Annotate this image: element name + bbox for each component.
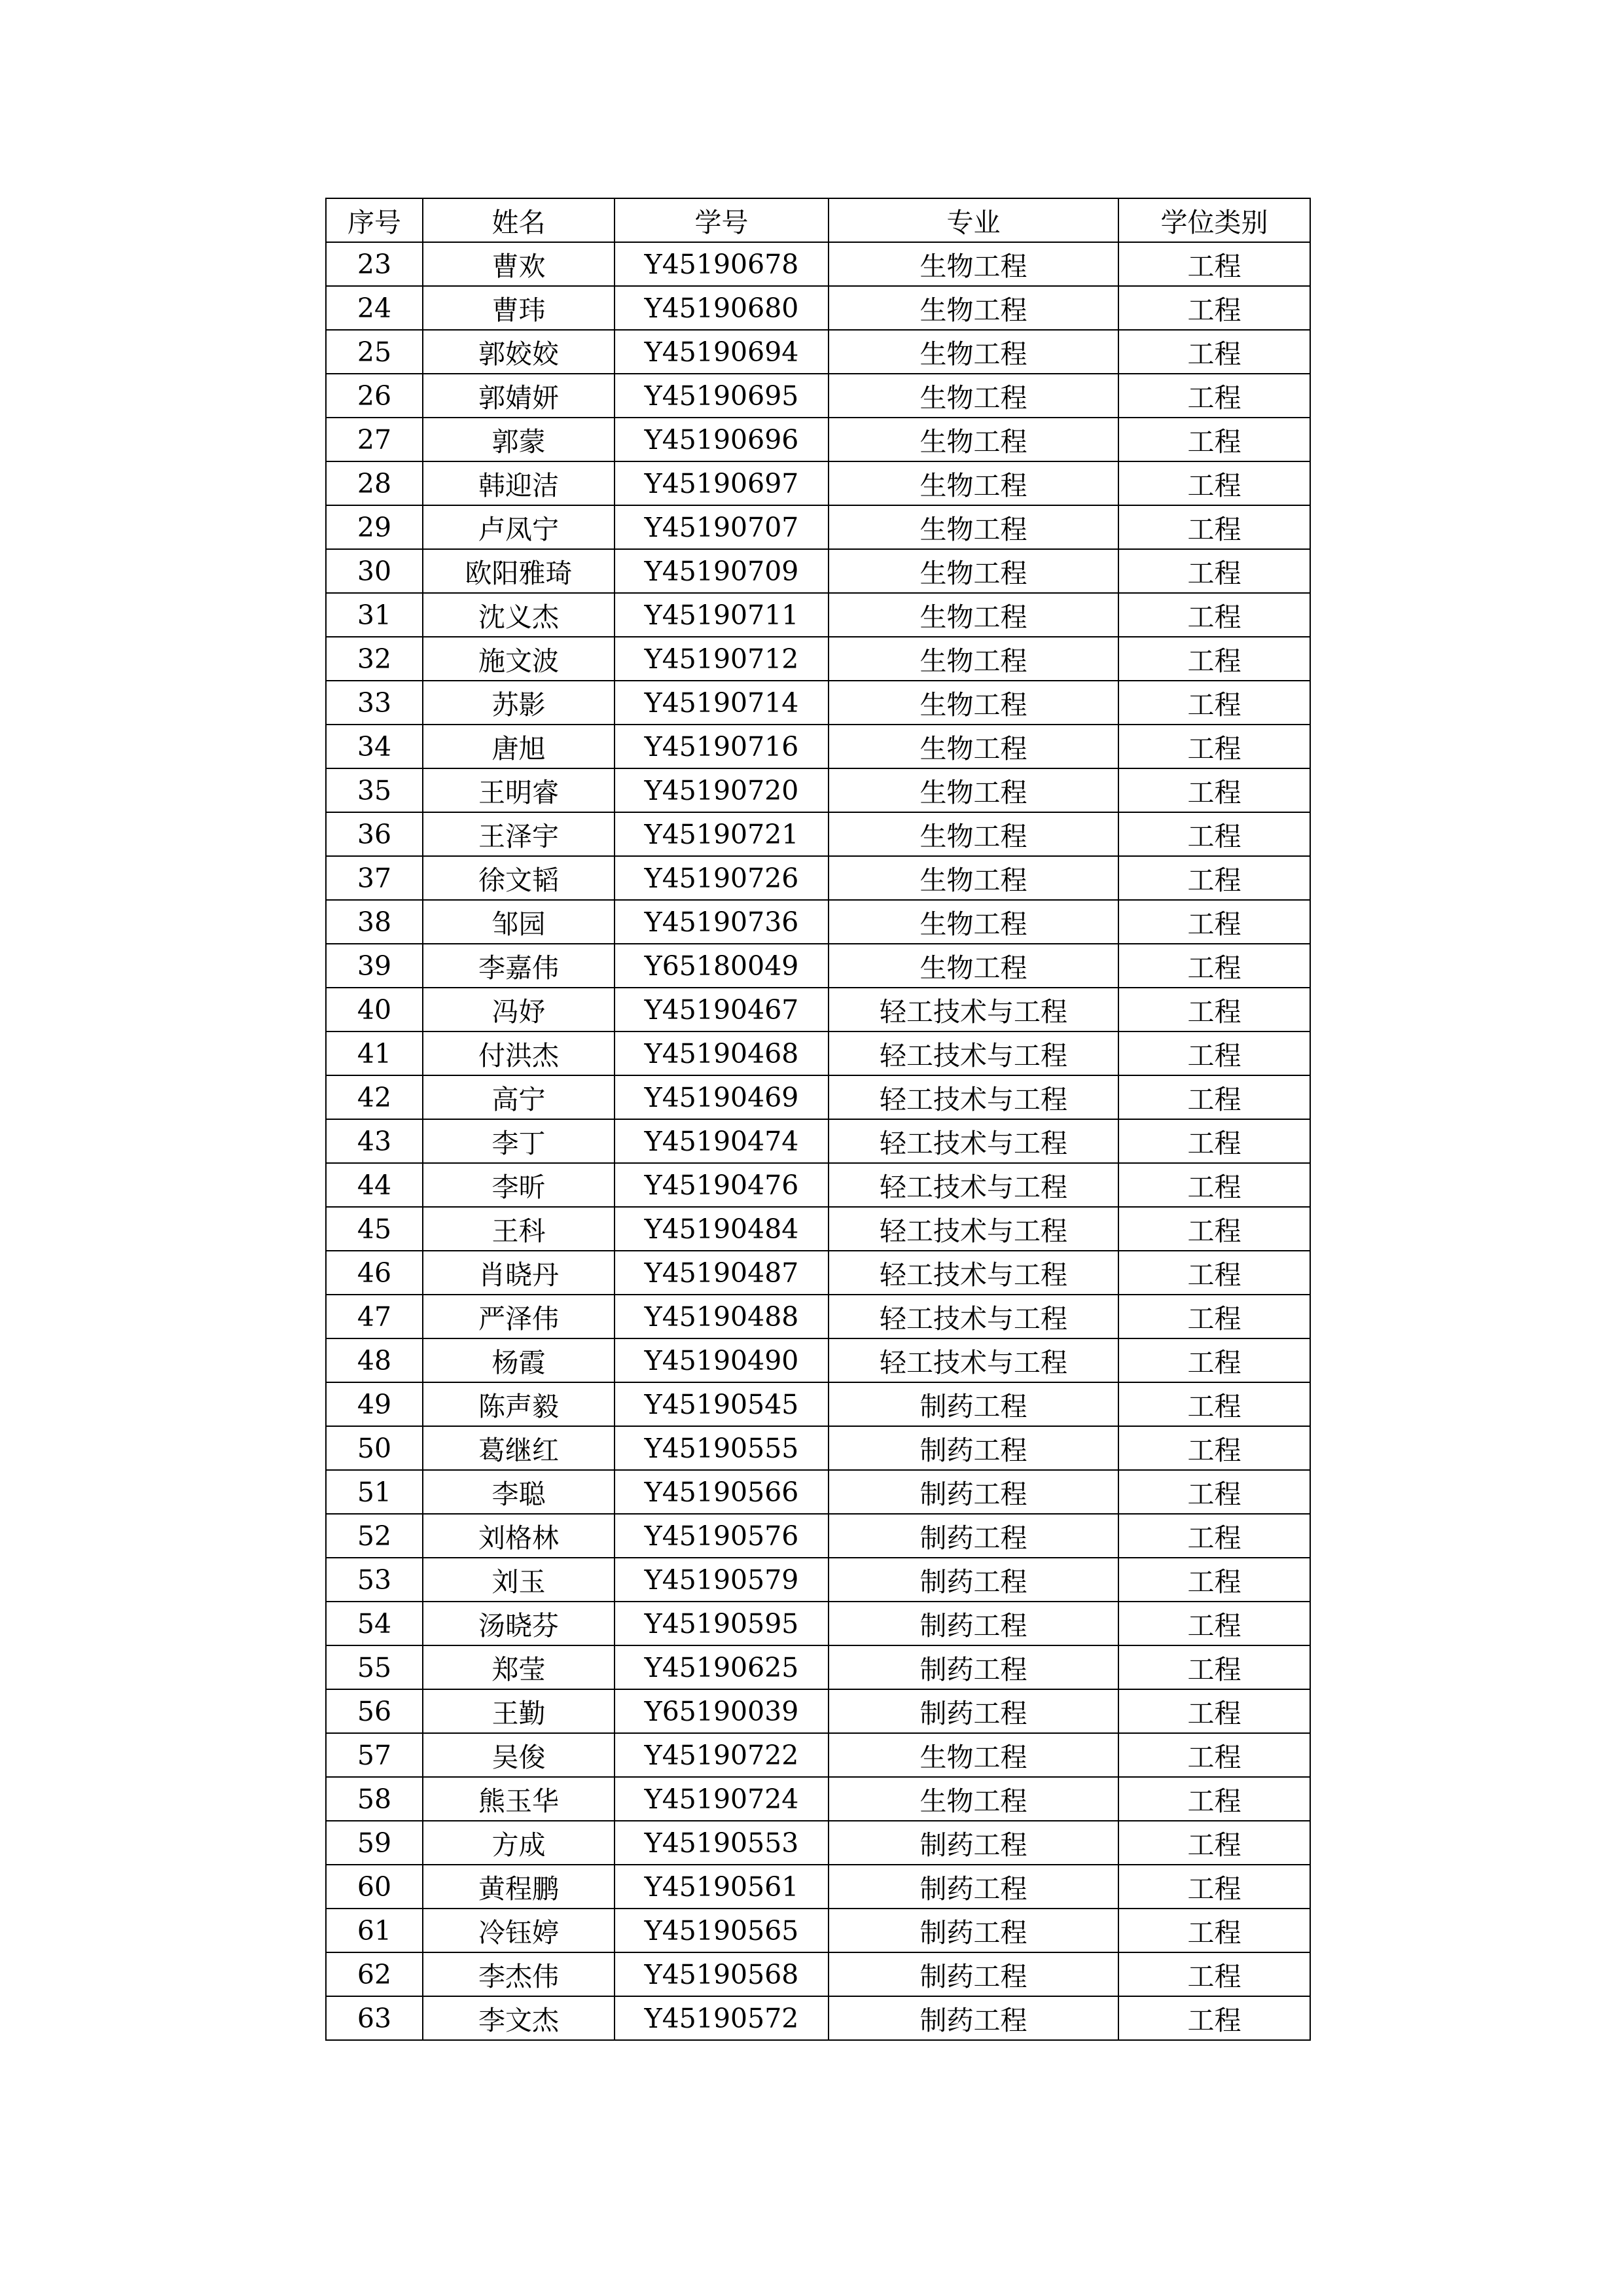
cell-name: 苏影: [423, 681, 615, 725]
table-row: [326, 1295, 1310, 1338]
cell-name: 杨霞: [423, 1338, 615, 1382]
cell-major: 制药工程: [829, 1909, 1118, 1952]
cell-major: 制药工程: [829, 1558, 1118, 1602]
cell-degree-category: 工程: [1118, 856, 1310, 900]
cell-major: 制药工程: [829, 1470, 1118, 1514]
cell-index: 44: [326, 1163, 423, 1207]
cell-degree-category: 工程: [1118, 1207, 1310, 1251]
cell-degree-category: 工程: [1118, 1426, 1310, 1470]
cell-index: 51: [326, 1470, 423, 1514]
cell-name: 李昕: [423, 1163, 615, 1207]
cell-major: 制药工程: [829, 1645, 1118, 1689]
cell-student-id: Y45190568: [615, 1952, 829, 1996]
cell-index: 48: [326, 1338, 423, 1382]
cell-degree-category: 工程: [1118, 1119, 1310, 1163]
cell-degree-category: 工程: [1118, 681, 1310, 725]
cell-degree-category: 工程: [1118, 1996, 1310, 2040]
table-row: [326, 856, 1310, 900]
cell-major: 轻工技术与工程: [829, 1338, 1118, 1382]
cell-student-id: Y45190694: [615, 330, 829, 374]
cell-degree-category: 工程: [1118, 1602, 1310, 1645]
cell-name: 郑莹: [423, 1645, 615, 1689]
cell-degree-category: 工程: [1118, 1338, 1310, 1382]
cell-name: 严泽伟: [423, 1295, 615, 1338]
cell-name: 刘格林: [423, 1514, 615, 1558]
cell-student-id: Y45190474: [615, 1119, 829, 1163]
table-row: [326, 637, 1310, 681]
cell-student-id: Y45190695: [615, 374, 829, 418]
cell-degree-category: 工程: [1118, 1163, 1310, 1207]
header-name: 姓名: [423, 198, 615, 242]
cell-student-id: Y65190039: [615, 1689, 829, 1733]
cell-name: 曹欢: [423, 242, 615, 286]
cell-student-id: Y45190490: [615, 1338, 829, 1382]
cell-name: 欧阳雅琦: [423, 549, 615, 593]
cell-student-id: Y45190469: [615, 1075, 829, 1119]
cell-degree-category: 工程: [1118, 988, 1310, 1031]
cell-index: 37: [326, 856, 423, 900]
cell-major: 制药工程: [829, 1689, 1118, 1733]
cell-name: 郭婧妍: [423, 374, 615, 418]
cell-student-id: Y45190709: [615, 549, 829, 593]
table-row: [326, 1338, 1310, 1382]
cell-name: 黄程鹏: [423, 1865, 615, 1909]
cell-student-id: Y45190555: [615, 1426, 829, 1470]
cell-student-id: Y45190716: [615, 725, 829, 768]
cell-index: 60: [326, 1865, 423, 1909]
cell-degree-category: 工程: [1118, 505, 1310, 549]
cell-name: 王泽宇: [423, 812, 615, 856]
table-row: [326, 1733, 1310, 1777]
table-row: [326, 1821, 1310, 1865]
cell-major: 生物工程: [829, 505, 1118, 549]
cell-index: 26: [326, 374, 423, 418]
cell-degree-category: 工程: [1118, 900, 1310, 944]
cell-degree-category: 工程: [1118, 1689, 1310, 1733]
table-row: [326, 1777, 1310, 1821]
cell-name: 付洪杰: [423, 1031, 615, 1075]
cell-degree-category: 工程: [1118, 1075, 1310, 1119]
table-row: [326, 286, 1310, 330]
cell-major: 生物工程: [829, 330, 1118, 374]
cell-index: 55: [326, 1645, 423, 1689]
cell-degree-category: 工程: [1118, 461, 1310, 505]
cell-index: 38: [326, 900, 423, 944]
cell-name: 唐旭: [423, 725, 615, 768]
table-row: [326, 374, 1310, 418]
table-row: [326, 1251, 1310, 1295]
table-row: [326, 1996, 1310, 2040]
cell-name: 李文杰: [423, 1996, 615, 2040]
table-row: [326, 593, 1310, 637]
student-roster-table: [325, 198, 1311, 2041]
table-row: [326, 1119, 1310, 1163]
cell-degree-category: 工程: [1118, 1382, 1310, 1426]
table-header: [326, 198, 1310, 242]
cell-student-id: Y45190579: [615, 1558, 829, 1602]
header-major: 专业: [829, 198, 1118, 242]
cell-degree-category: 工程: [1118, 812, 1310, 856]
cell-name: 沈义杰: [423, 593, 615, 637]
cell-index: 31: [326, 593, 423, 637]
cell-major: 生物工程: [829, 637, 1118, 681]
cell-degree-category: 工程: [1118, 1865, 1310, 1909]
cell-index: 62: [326, 1952, 423, 1996]
cell-student-id: Y45190707: [615, 505, 829, 549]
cell-major: 轻工技术与工程: [829, 1251, 1118, 1295]
table-row: [326, 1207, 1310, 1251]
cell-major: 轻工技术与工程: [829, 1119, 1118, 1163]
cell-name: 施文波: [423, 637, 615, 681]
cell-degree-category: 工程: [1118, 1777, 1310, 1821]
cell-name: 郭姣姣: [423, 330, 615, 374]
cell-index: 53: [326, 1558, 423, 1602]
cell-student-id: Y45190722: [615, 1733, 829, 1777]
cell-index: 52: [326, 1514, 423, 1558]
cell-index: 25: [326, 330, 423, 374]
header-student-id: 学号: [615, 198, 829, 242]
cell-index: 42: [326, 1075, 423, 1119]
cell-major: 生物工程: [829, 418, 1118, 461]
cell-name: 曹玮: [423, 286, 615, 330]
cell-index: 47: [326, 1295, 423, 1338]
cell-major: 制药工程: [829, 1952, 1118, 1996]
cell-major: 生物工程: [829, 286, 1118, 330]
cell-degree-category: 工程: [1118, 1558, 1310, 1602]
table-row: [326, 1558, 1310, 1602]
cell-index: 32: [326, 637, 423, 681]
header-row: [326, 198, 1310, 242]
cell-name: 冯妤: [423, 988, 615, 1031]
table-row: [326, 681, 1310, 725]
cell-student-id: Y45190487: [615, 1251, 829, 1295]
cell-index: 23: [326, 242, 423, 286]
cell-index: 56: [326, 1689, 423, 1733]
cell-degree-category: 工程: [1118, 1909, 1310, 1952]
table-row: [326, 1382, 1310, 1426]
cell-student-id: Y45190736: [615, 900, 829, 944]
cell-student-id: Y45190680: [615, 286, 829, 330]
cell-student-id: Y45190553: [615, 1821, 829, 1865]
table-row: [326, 1163, 1310, 1207]
cell-index: 27: [326, 418, 423, 461]
cell-major: 生物工程: [829, 900, 1118, 944]
cell-student-id: Y45190714: [615, 681, 829, 725]
cell-major: 轻工技术与工程: [829, 1207, 1118, 1251]
table-row: [326, 549, 1310, 593]
cell-major: 生物工程: [829, 681, 1118, 725]
table-row: [326, 1031, 1310, 1075]
cell-name: 韩迎洁: [423, 461, 615, 505]
table-row: [326, 988, 1310, 1031]
cell-index: 41: [326, 1031, 423, 1075]
table-row: [326, 461, 1310, 505]
cell-major: 制药工程: [829, 1821, 1118, 1865]
cell-degree-category: 工程: [1118, 1295, 1310, 1338]
cell-student-id: Y45190572: [615, 1996, 829, 2040]
cell-student-id: Y45190696: [615, 418, 829, 461]
cell-index: 43: [326, 1119, 423, 1163]
cell-major: 轻工技术与工程: [829, 1031, 1118, 1075]
table-row: [326, 1645, 1310, 1689]
cell-name: 葛继红: [423, 1426, 615, 1470]
table-row: [326, 1602, 1310, 1645]
cell-student-id: Y45190711: [615, 593, 829, 637]
cell-index: 57: [326, 1733, 423, 1777]
cell-degree-category: 工程: [1118, 374, 1310, 418]
cell-name: 肖晓丹: [423, 1251, 615, 1295]
cell-student-id: Y45190595: [615, 1602, 829, 1645]
cell-major: 生物工程: [829, 242, 1118, 286]
cell-student-id: Y45190697: [615, 461, 829, 505]
cell-index: 59: [326, 1821, 423, 1865]
cell-index: 54: [326, 1602, 423, 1645]
cell-degree-category: 工程: [1118, 286, 1310, 330]
cell-degree-category: 工程: [1118, 725, 1310, 768]
cell-name: 卢凤宁: [423, 505, 615, 549]
cell-index: 28: [326, 461, 423, 505]
table-row: [326, 1426, 1310, 1470]
cell-degree-category: 工程: [1118, 1645, 1310, 1689]
table-row: [326, 1075, 1310, 1119]
cell-major: 轻工技术与工程: [829, 988, 1118, 1031]
cell-degree-category: 工程: [1118, 1952, 1310, 1996]
cell-index: 39: [326, 944, 423, 988]
table-row: [326, 242, 1310, 286]
table-row: [326, 1909, 1310, 1952]
cell-major: 生物工程: [829, 549, 1118, 593]
cell-major: 生物工程: [829, 768, 1118, 812]
cell-major: 生物工程: [829, 374, 1118, 418]
cell-name: 冷钰婷: [423, 1909, 615, 1952]
header-degree-category: 学位类别: [1118, 198, 1310, 242]
table-row: [326, 1952, 1310, 1996]
cell-index: 46: [326, 1251, 423, 1295]
cell-student-id: Y45190545: [615, 1382, 829, 1426]
cell-student-id: Y45190724: [615, 1777, 829, 1821]
cell-name: 熊玉华: [423, 1777, 615, 1821]
cell-name: 李嘉伟: [423, 944, 615, 988]
cell-name: 方成: [423, 1821, 615, 1865]
table-row: [326, 768, 1310, 812]
cell-index: 61: [326, 1909, 423, 1952]
cell-major: 轻工技术与工程: [829, 1075, 1118, 1119]
cell-index: 33: [326, 681, 423, 725]
cell-degree-category: 工程: [1118, 549, 1310, 593]
cell-student-id: Y45190726: [615, 856, 829, 900]
cell-name: 王勤: [423, 1689, 615, 1733]
cell-student-id: Y45190721: [615, 812, 829, 856]
cell-index: 35: [326, 768, 423, 812]
cell-degree-category: 工程: [1118, 330, 1310, 374]
cell-student-id: Y45190678: [615, 242, 829, 286]
cell-major: 生物工程: [829, 461, 1118, 505]
cell-name: 王明睿: [423, 768, 615, 812]
cell-student-id: Y45190488: [615, 1295, 829, 1338]
cell-major: 制药工程: [829, 1426, 1118, 1470]
cell-degree-category: 工程: [1118, 637, 1310, 681]
cell-major: 制药工程: [829, 1996, 1118, 2040]
cell-index: 45: [326, 1207, 423, 1251]
cell-degree-category: 工程: [1118, 1733, 1310, 1777]
cell-major: 轻工技术与工程: [829, 1163, 1118, 1207]
cell-major: 生物工程: [829, 593, 1118, 637]
table-row: [326, 505, 1310, 549]
table-row: [326, 330, 1310, 374]
cell-major: 制药工程: [829, 1602, 1118, 1645]
table-body: [326, 242, 1310, 2040]
cell-name: 陈声毅: [423, 1382, 615, 1426]
cell-major: 生物工程: [829, 856, 1118, 900]
cell-name: 高宁: [423, 1075, 615, 1119]
cell-student-id: Y45190625: [615, 1645, 829, 1689]
cell-degree-category: 工程: [1118, 242, 1310, 286]
table-row: [326, 1470, 1310, 1514]
table-row: [326, 418, 1310, 461]
cell-name: 李丁: [423, 1119, 615, 1163]
cell-name: 邹园: [423, 900, 615, 944]
cell-student-id: Y65180049: [615, 944, 829, 988]
cell-major: 制药工程: [829, 1514, 1118, 1558]
cell-degree-category: 工程: [1118, 944, 1310, 988]
cell-degree-category: 工程: [1118, 418, 1310, 461]
cell-degree-category: 工程: [1118, 1031, 1310, 1075]
cell-major: 制药工程: [829, 1382, 1118, 1426]
table-row: [326, 1514, 1310, 1558]
cell-major: 制药工程: [829, 1865, 1118, 1909]
cell-degree-category: 工程: [1118, 1251, 1310, 1295]
cell-major: 生物工程: [829, 1733, 1118, 1777]
cell-index: 50: [326, 1426, 423, 1470]
cell-index: 34: [326, 725, 423, 768]
cell-student-id: Y45190468: [615, 1031, 829, 1075]
cell-name: 刘玉: [423, 1558, 615, 1602]
cell-index: 49: [326, 1382, 423, 1426]
table-row: [326, 900, 1310, 944]
cell-index: 36: [326, 812, 423, 856]
cell-student-id: Y45190476: [615, 1163, 829, 1207]
cell-major: 生物工程: [829, 1777, 1118, 1821]
cell-degree-category: 工程: [1118, 768, 1310, 812]
header-index: 序号: [326, 198, 423, 242]
cell-student-id: Y45190712: [615, 637, 829, 681]
cell-index: 40: [326, 988, 423, 1031]
cell-major: 生物工程: [829, 944, 1118, 988]
cell-student-id: Y45190565: [615, 1909, 829, 1952]
cell-major: 生物工程: [829, 812, 1118, 856]
table-row: [326, 944, 1310, 988]
cell-name: 李杰伟: [423, 1952, 615, 1996]
cell-degree-category: 工程: [1118, 593, 1310, 637]
cell-degree-category: 工程: [1118, 1514, 1310, 1558]
cell-major: 轻工技术与工程: [829, 1295, 1118, 1338]
table-row: [326, 725, 1310, 768]
cell-name: 汤晓芬: [423, 1602, 615, 1645]
cell-name: 徐文韬: [423, 856, 615, 900]
cell-name: 王科: [423, 1207, 615, 1251]
cell-student-id: Y45190720: [615, 768, 829, 812]
cell-index: 63: [326, 1996, 423, 2040]
table-row: [326, 812, 1310, 856]
cell-student-id: Y45190566: [615, 1470, 829, 1514]
cell-student-id: Y45190484: [615, 1207, 829, 1251]
cell-major: 生物工程: [829, 725, 1118, 768]
cell-degree-category: 工程: [1118, 1821, 1310, 1865]
cell-index: 58: [326, 1777, 423, 1821]
cell-name: 李聪: [423, 1470, 615, 1514]
cell-student-id: Y45190561: [615, 1865, 829, 1909]
cell-index: 24: [326, 286, 423, 330]
table-row: [326, 1865, 1310, 1909]
cell-index: 30: [326, 549, 423, 593]
cell-student-id: Y45190576: [615, 1514, 829, 1558]
table-row: [326, 1689, 1310, 1733]
cell-student-id: Y45190467: [615, 988, 829, 1031]
cell-index: 29: [326, 505, 423, 549]
cell-degree-category: 工程: [1118, 1470, 1310, 1514]
cell-name: 郭蒙: [423, 418, 615, 461]
cell-name: 吴俊: [423, 1733, 615, 1777]
